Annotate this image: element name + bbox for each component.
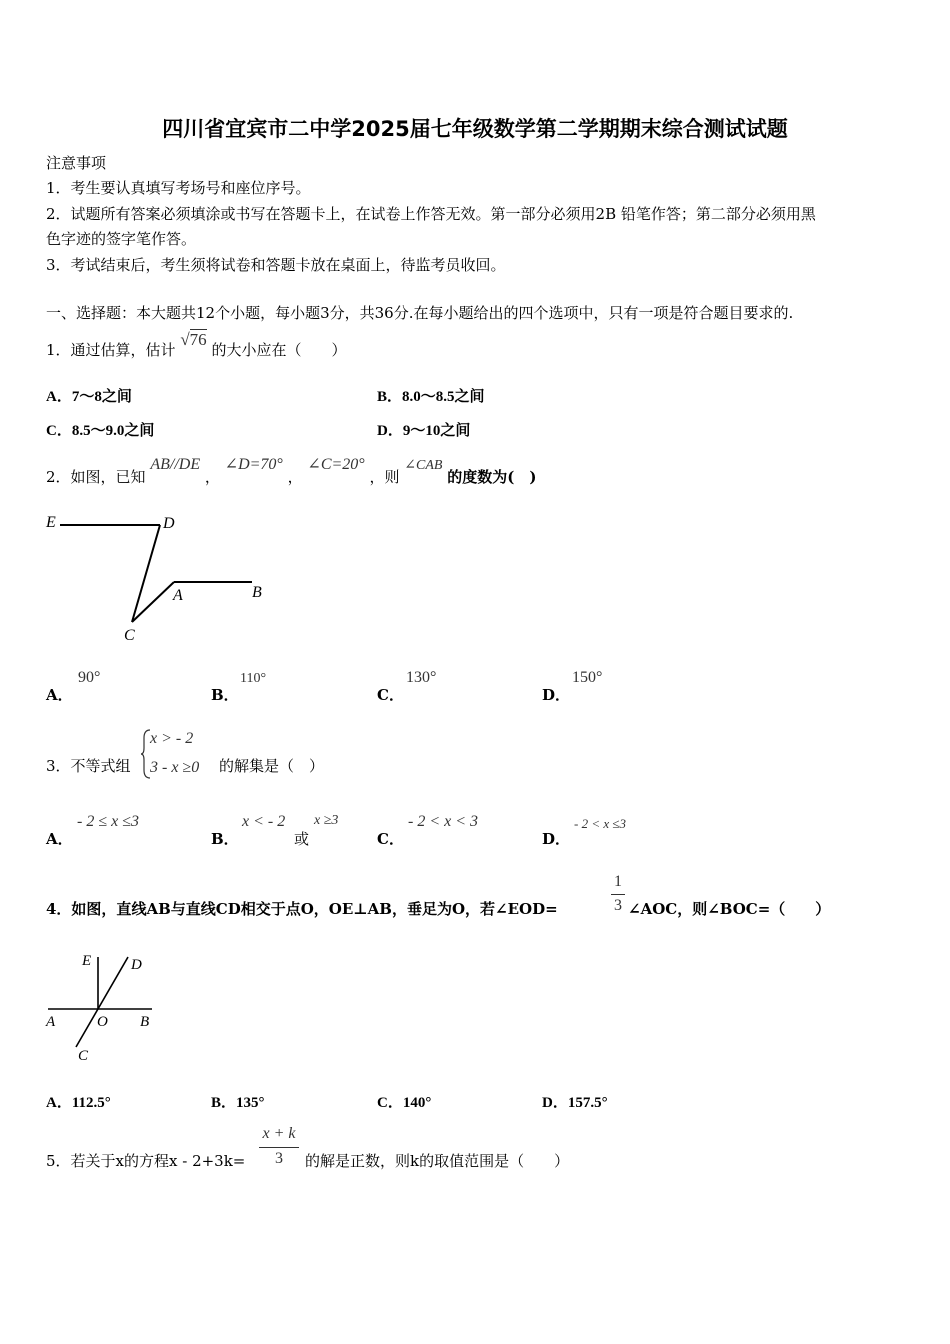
fraction-denominator: 3 bbox=[614, 897, 622, 914]
option-c-value: - 2 < x < 3 bbox=[408, 813, 479, 830]
question-text: 的度数为( ) bbox=[447, 468, 537, 486]
notice-item: 色字迹的签字笔作答。 bbox=[46, 230, 197, 248]
section-heading: 一、选择题：本大题共12个小题，每小题3分，共36分.在每小题给出的四个选项中，只有一项是符合题目要求的. bbox=[46, 304, 794, 322]
option-c[interactable]: C．8.5～9.0之间 bbox=[46, 423, 155, 439]
figure-q2 bbox=[40, 505, 280, 650]
or-word: 或 bbox=[294, 830, 310, 848]
fraction-bar bbox=[259, 1147, 299, 1148]
option-c-value: 130° bbox=[406, 669, 437, 686]
option-d-value: 150° bbox=[572, 669, 603, 686]
option-a-value: 90° bbox=[78, 669, 101, 686]
option-c[interactable]: C．140° bbox=[377, 1095, 432, 1111]
fraction-denominator: 3 bbox=[275, 1150, 283, 1167]
option-b[interactable]: B．135° bbox=[211, 1095, 265, 1111]
question-4-text: 4．如图，直线AB与直线CD相交于点O，OE⊥AB，垂足为O，若∠EOD= bbox=[46, 900, 558, 918]
question-2 bbox=[46, 456, 537, 487]
notice-item: 2．试题所有答案必须填涂或书写在答题卡上，在试卷上作答无效。第一部分必须用2B 铅笔作答；第二部分必须用黑 bbox=[46, 205, 816, 223]
option-b-value: 110° bbox=[240, 671, 267, 686]
option-b-value-1: x < - 2 bbox=[242, 813, 286, 830]
separator: ， bbox=[204, 468, 220, 486]
question-5-suffix: 的解是正数，则k的取值范围是（ ） bbox=[305, 1152, 570, 1170]
angle-cab: ∠CAB bbox=[404, 458, 443, 473]
point-label-c: C bbox=[124, 627, 135, 644]
option-d-value: - 2 < x ≤3 bbox=[574, 816, 627, 831]
fraction-bar bbox=[611, 894, 625, 895]
option-a[interactable]: A．112.5° bbox=[46, 1095, 111, 1111]
notice-heading: 注意事项 bbox=[46, 154, 107, 172]
point-label-d: D bbox=[163, 515, 175, 532]
point-label-e: E bbox=[46, 514, 56, 531]
option-d[interactable]: D． bbox=[542, 686, 571, 704]
point-label-d: D bbox=[131, 957, 142, 973]
point-label-b: B bbox=[140, 1014, 150, 1030]
fraction-numerator: x + k bbox=[262, 1125, 296, 1142]
notice-item: 1．考生要认真填写考场号和座位序号。 bbox=[46, 179, 311, 197]
question-text: 的大小应在（ ） bbox=[211, 341, 347, 359]
point-label-e: E bbox=[82, 953, 92, 969]
option-b[interactable]: B． bbox=[211, 686, 239, 704]
option-b-value-2: x ≥3 bbox=[314, 813, 339, 828]
figure-q4 bbox=[40, 945, 170, 1070]
separator: ， bbox=[287, 468, 303, 486]
condition-angle-d: ∠D=70° bbox=[224, 456, 283, 473]
point-label-b: B bbox=[252, 584, 262, 601]
point-label-c: C bbox=[78, 1048, 89, 1064]
sqrt-expression: √76 bbox=[180, 330, 207, 349]
option-d[interactable]: D．157.5° bbox=[542, 1095, 608, 1111]
option-d[interactable]: D．9～10之间 bbox=[377, 423, 471, 439]
question-text: 2．如图，已知 bbox=[46, 468, 146, 486]
option-a[interactable]: A． bbox=[46, 686, 73, 704]
option-a[interactable]: A．7～8之间 bbox=[46, 389, 132, 405]
inequality-1: x > - 2 bbox=[150, 730, 194, 747]
page-title: 四川省宜宾市二中学2025届七年级数学第二学期期末综合测试试题 bbox=[162, 117, 788, 141]
condition-angle-c: ∠C=20° bbox=[307, 456, 365, 473]
line-cd bbox=[76, 957, 128, 1047]
option-b[interactable]: B．8.0～8.5之间 bbox=[377, 389, 485, 405]
question-text: 1．通过估算，估计 bbox=[46, 341, 176, 359]
option-c[interactable]: C． bbox=[377, 830, 404, 848]
option-b[interactable]: B． bbox=[211, 830, 239, 848]
inequality-2: 3 - x ≥0 bbox=[150, 759, 200, 776]
notice-item: 3．考试结束后，考生须将试卷和答题卡放在桌面上，待监考员收回。 bbox=[46, 256, 506, 274]
question-5-text: 5．若关于x的方程x - 2+3k= bbox=[46, 1152, 246, 1170]
condition-parallel: AB//DE bbox=[150, 456, 201, 473]
option-a[interactable]: A． bbox=[46, 830, 73, 848]
option-d[interactable]: D． bbox=[542, 830, 571, 848]
point-label-o: O bbox=[97, 1014, 108, 1030]
option-c[interactable]: C． bbox=[377, 686, 404, 704]
question-4-suffix: ∠AOC，则∠BOC=（ ） bbox=[628, 900, 831, 918]
question-3-text: 3．不等式组 bbox=[46, 757, 131, 775]
point-label-a: A bbox=[173, 587, 183, 604]
option-a-value: - 2 ≤ x ≤3 bbox=[77, 813, 139, 830]
question-3-suffix: 的解集是（ ） bbox=[219, 757, 325, 775]
fraction-numerator: 1 bbox=[614, 873, 622, 890]
separator: ，则 bbox=[369, 468, 400, 486]
question-1 bbox=[46, 330, 347, 360]
point-label-a: A bbox=[46, 1014, 56, 1030]
